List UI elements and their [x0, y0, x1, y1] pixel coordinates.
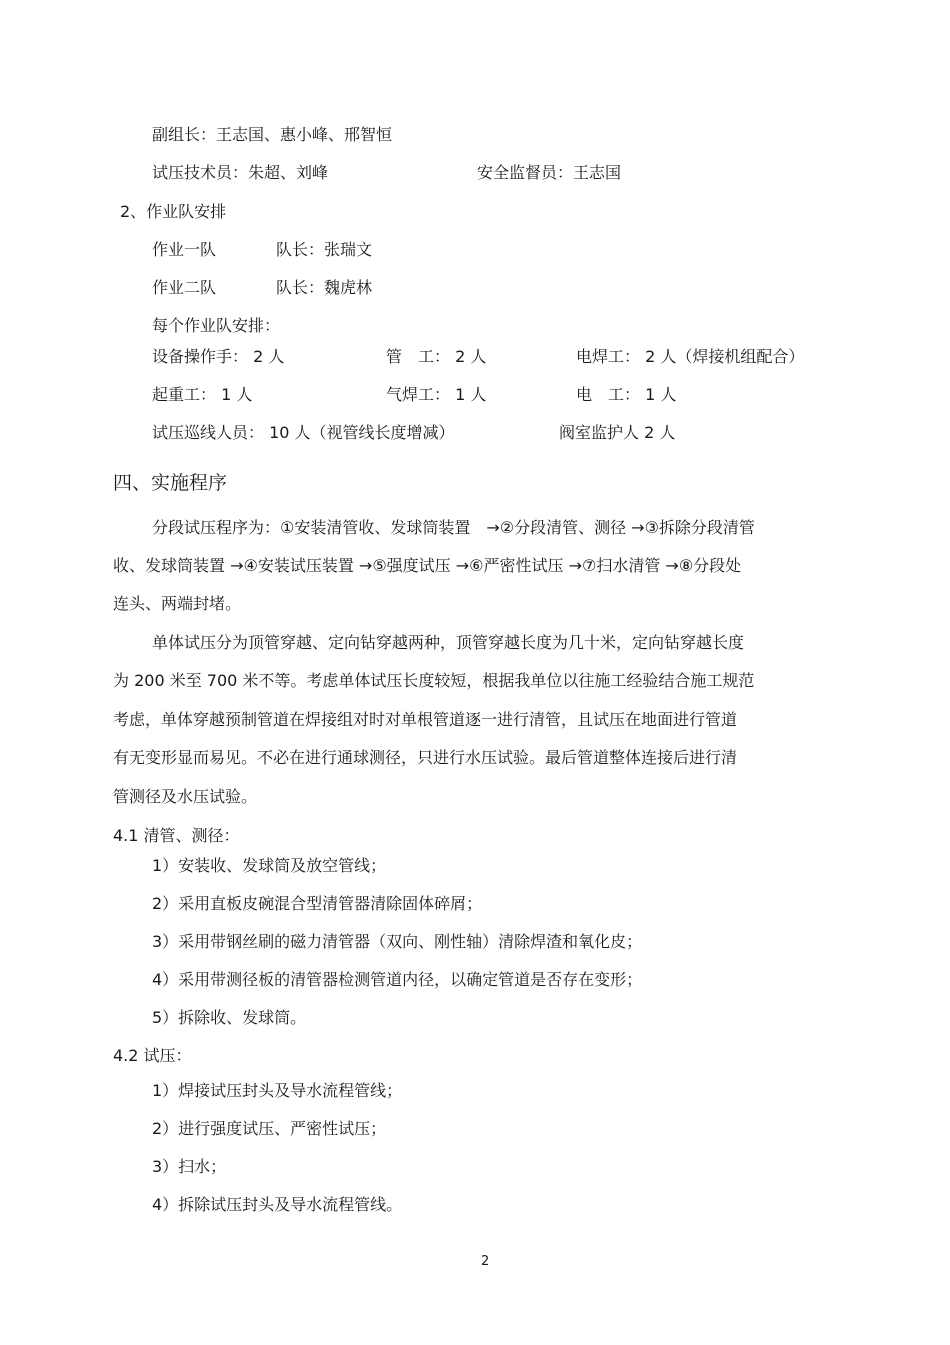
- teams-heading: 2、作业队安排: [120, 202, 227, 221]
- team2-name: 作业二队: [152, 278, 217, 297]
- role-welder: 电焊工： 2 人（焊接机组配合）: [576, 347, 805, 366]
- para2-line: 单体试压分为顶管穿越、定向钻穿越两种，顶管穿越长度为几十米，定向钻穿越长度: [152, 633, 745, 652]
- team1-leader: 队长：张瑞文: [276, 240, 373, 259]
- list-item: 3）扫水；: [152, 1157, 227, 1176]
- safety-supervisor-line: 安全监督员：王志国: [477, 163, 622, 182]
- role-electrician: 电 工： 1 人: [576, 385, 677, 404]
- list-item: 2）进行强度试压、严密性试压；: [152, 1119, 387, 1138]
- list-item: 5）拆除收、发球筒。: [152, 1008, 307, 1027]
- para1-line: 分段试压程序为：①安装清管收、发球筒装置 →②分段清管、测径 →③拆除分段清管: [152, 518, 755, 537]
- section-4-title: 四、实施程序: [113, 472, 228, 494]
- role-patrol: 试压巡线人员： 10 人（视管线长度增减）: [152, 423, 455, 442]
- list-item: 1）安装收、发球筒及放空管线；: [152, 856, 387, 875]
- para2-line: 为 200 米至 700 米不等。考虑单体试压长度较短，根据我单位以往施工经验结合施工规范: [113, 671, 755, 690]
- section-4-2-title: 4.2 试压：: [113, 1046, 192, 1065]
- role-rigger: 起重工： 1 人: [152, 385, 253, 404]
- role-pipe-worker: 管 工： 2 人: [386, 347, 487, 366]
- list-item: 1）焊接试压封头及导水流程管线；: [152, 1081, 403, 1100]
- para2-line: 管测径及水压试验。: [113, 787, 258, 806]
- list-item: 3）采用带钢丝刷的磁力清管器（双向、刚性轴）清除焊渣和氧化皮；: [152, 932, 643, 951]
- role-equipment-operator: 设备操作手： 2 人: [152, 347, 285, 366]
- team1-name: 作业一队: [152, 240, 217, 259]
- list-item: 4）拆除试压封头及导水流程管线。: [152, 1195, 403, 1214]
- deputy-leader-line: 副组长：王志国、惠小峰、邢智恒: [152, 125, 393, 144]
- list-item: 4）采用带测径板的清管器检测管道内径，以确定管道是否存在变形；: [152, 970, 643, 989]
- para2-line: 有无变形显而易见。不必在进行通球测径，只进行水压试验。最后管道整体连接后进行清: [113, 748, 738, 767]
- tech-staff-line: 试压技术员：朱超、刘峰: [152, 163, 329, 182]
- para2-line: 考虑，单体穿越预制管道在焊接组对时对单根管道逐一进行清管，且试压在地面进行管道: [113, 710, 738, 729]
- per-team-heading: 每个作业队安排：: [152, 316, 281, 335]
- list-item: 2）采用直板皮碗混合型清管器清除固体碎屑；: [152, 894, 483, 913]
- section-4-1-title: 4.1 清管、测径：: [113, 826, 240, 845]
- role-valve-guard: 阀室监护人 2 人: [559, 423, 676, 442]
- team2-leader: 队长：魏虎林: [276, 278, 373, 297]
- para1-line: 收、发球筒装置 →④安装试压装置 →⑤强度试压 →⑥严密性试压 →⑦扫水清管 →⑧分段处: [113, 556, 742, 575]
- page-number: 2: [481, 1254, 490, 1269]
- para1-line: 连头、两端封堵。: [113, 594, 242, 613]
- role-gas-welder: 气焊工： 1 人: [386, 385, 487, 404]
